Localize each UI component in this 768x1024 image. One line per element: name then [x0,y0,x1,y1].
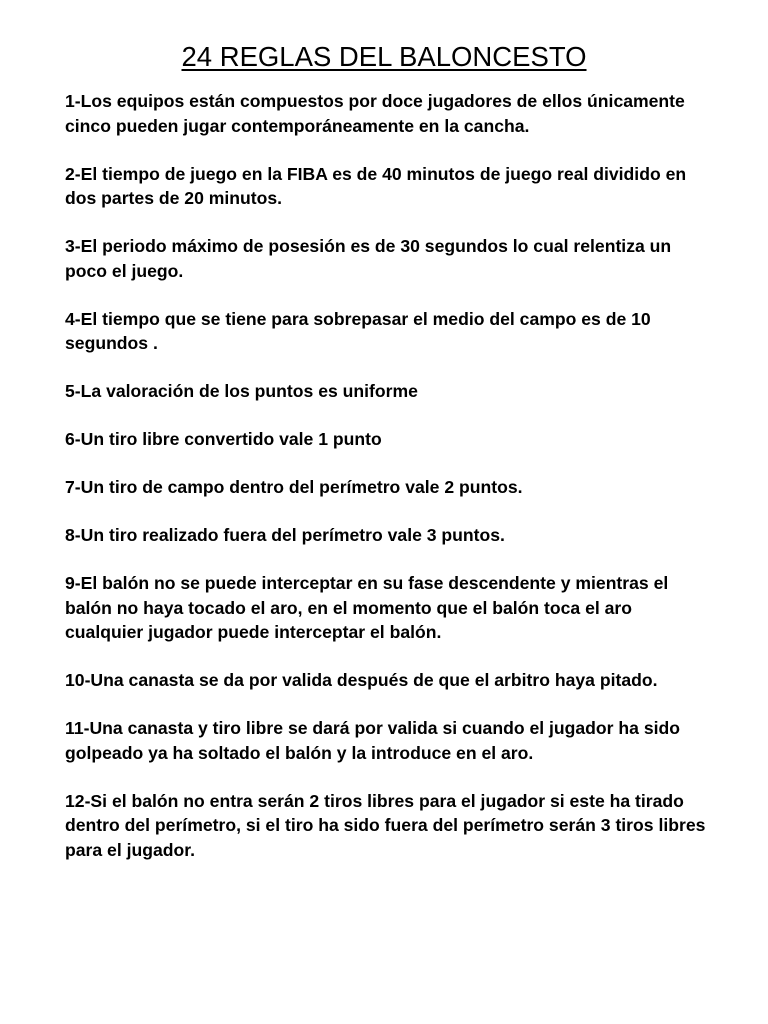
rule-item-4: 4-El tiempo que se tiene para sobrepasar el medio del campo es de 10 segundos . [65,308,651,353]
rule-item-9: 9-El balón no se puede interceptar en su fase descendente y mientras el balón no haya tocado el aro, en el momento que el balón toca el aro cualquier jugador puede interceptar el balón. [65,573,669,642]
rules-list [65,89,715,886]
rule-item-10: 10-Una canasta se da por valida después de que el arbitro haya pitado. [65,670,658,690]
rule-item-12: 12-Si el balón no entra serán 2 tiros libres para el jugador si este ha tirado dentro del perímetro, si el tiro ha sido fuera del perímetro serán 3 tiros libres para el jugador. [65,790,706,860]
document-title: 24 REGLAS DEL BALONCESTO [181,41,587,72]
rule-item-3: 3-El periodo máximo de posesión es de 30 segundos lo cual relentiza un poco el juego. [65,236,672,281]
rule-item-5: 5-La valoración de los puntos es uniforme [65,381,418,401]
rule-item-6: 6-Un tiro libre convertido vale 1 punto [65,429,382,449]
rule-item-11: 11-Una canasta y tiro libre se dará por valida si cuando el jugador ha sido golpeado ya ha soltado el balón y la introduce en el aro. [65,718,680,763]
rule-item-8: 8-Un tiro realizado fuera del perímetro vale 3 puntos. [65,525,505,545]
rule-item-1: 1-Los equipos están compuestos por doce jugadores de ellos únicamente cinco pueden jugar contemporáneamente en la cancha. [65,91,685,136]
rule-item-7: 7-Un tiro de campo dentro del perímetro vale 2 puntos. [65,477,523,497]
rule-item-2: 2-El tiempo de juego en la FIBA es de 40 minutos de juego real dividido en dos partes de 20 minutos. [65,163,687,208]
